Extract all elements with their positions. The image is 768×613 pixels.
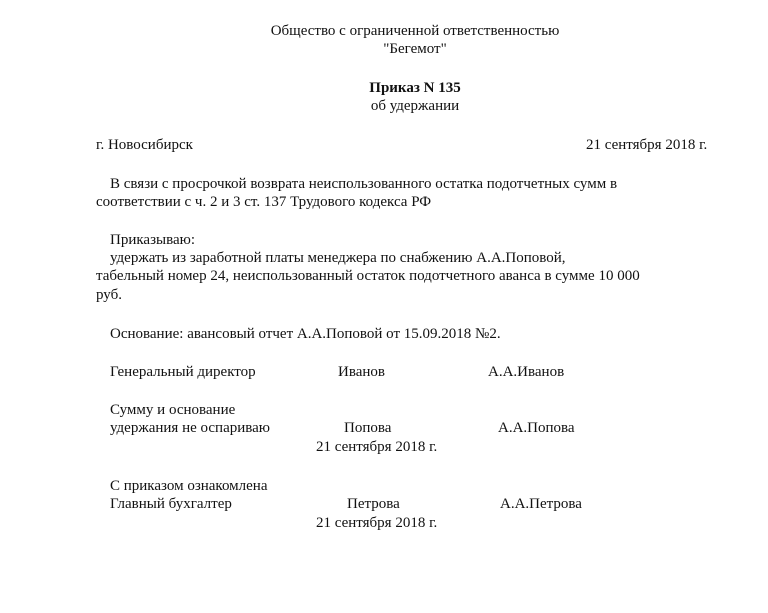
preamble-line2: соответствии с ч. 2 и 3 ст. 137 Трудового кодекса РФ: [96, 194, 432, 210]
order-body-line2: табельный номер 24, неиспользованный остаток подотчетного аванса в сумме 10 000: [96, 268, 640, 284]
accountant-date: 21 сентября 2018 г.: [316, 515, 438, 531]
order-heading: Приказываю:: [110, 232, 195, 248]
city: г. Новосибирск: [96, 137, 193, 153]
consent-signature: Попова: [344, 420, 392, 436]
consent-line2: удержания не оспариваю: [110, 420, 270, 436]
director-signature: Иванов: [338, 364, 385, 380]
consent-line1: Сумму и основание: [110, 402, 236, 418]
order-date: 21 сентября 2018 г.: [586, 137, 708, 153]
preamble-line1: В связи с просрочкой возврата неиспользованного остатка подотчетных сумм в: [110, 176, 618, 192]
company-name-line2: "Бегемот": [383, 41, 447, 57]
consent-date: 21 сентября 2018 г.: [316, 439, 438, 455]
company-name-line1: Общество с ограниченной ответственностью: [270, 23, 560, 39]
order-body-line3: руб.: [96, 287, 122, 303]
order-body-line1: удержать из заработной платы менеджера по снабжению А.А.Поповой,: [110, 250, 566, 266]
order-subtitle: об удержании: [370, 98, 460, 114]
director-position: Генеральный директор: [110, 364, 256, 380]
consent-name: А.А.Попова: [498, 420, 575, 436]
basis-text: Основание: авансовый отчет А.А.Поповой от 15.09.2018 №2.: [110, 326, 501, 342]
accountant-signature: Петрова: [347, 496, 400, 512]
acknowledged-line1: С приказом ознакомлена: [110, 478, 268, 494]
accountant-position: Главный бухгалтер: [110, 496, 232, 512]
director-name: А.А.Иванов: [488, 364, 565, 380]
order-title: Приказ N 135: [369, 80, 461, 96]
accountant-name: А.А.Петрова: [500, 496, 582, 512]
